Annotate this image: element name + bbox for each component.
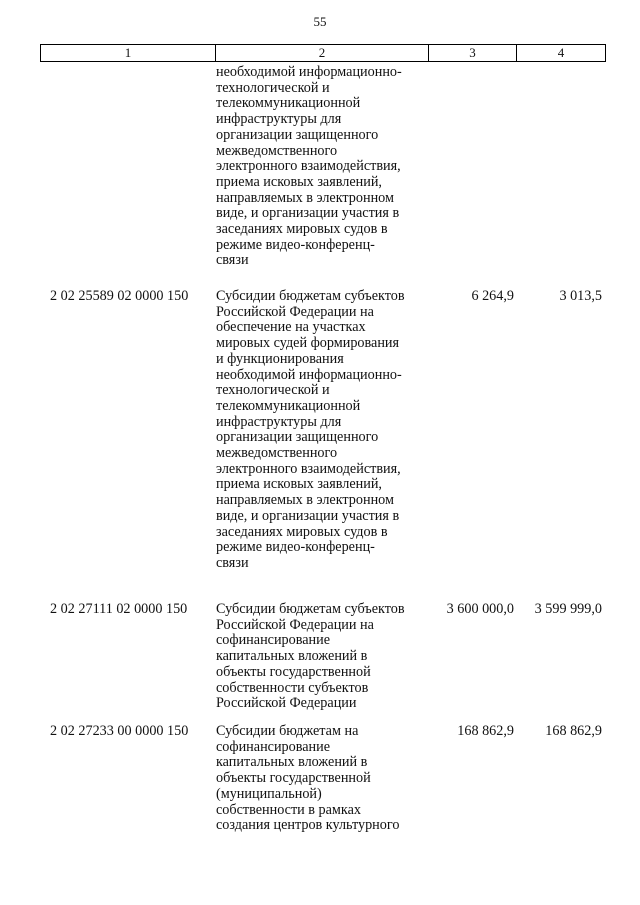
text-line: приема исковых заявлений, — [216, 173, 382, 190]
text-line: режиме видео-конференц- — [216, 539, 375, 556]
text-line: организации защищенного — [216, 429, 379, 446]
row-description — [216, 724, 431, 834]
text-line: необходимой информационно- — [216, 366, 402, 383]
text-line: электронного взаимодействия, — [216, 460, 401, 477]
value-col-4: 168 862,9 — [545, 723, 602, 739]
text-line: капитальных вложений в — [216, 754, 368, 771]
value-col-4: 3 599 999,0 — [534, 601, 602, 617]
text-line: Российской Федерации — [216, 695, 357, 712]
text-line: собственности субъектов — [216, 679, 369, 696]
text-line: обеспечение на участках — [216, 319, 366, 336]
text-line: и функционирования — [216, 350, 344, 367]
text-line: межведомственного — [216, 445, 338, 462]
budget-code: 2 02 25589 02 0000 150 — [50, 288, 189, 304]
text-line: необходимой информационно- — [216, 64, 402, 80]
value-col-4: 3 013,5 — [559, 288, 602, 304]
text-line: Субсидии бюджетам субъектов — [216, 601, 405, 617]
text-line: телекоммуникационной — [216, 95, 361, 112]
text-line: приема исковых заявлений, — [216, 476, 382, 493]
text-line: заседаниях мировых судов в — [216, 221, 388, 238]
budget-code: 2 02 27233 00 0000 150 — [50, 723, 189, 739]
text-line: создания центров культурного — [216, 817, 400, 834]
text-line: направляемых в электронном — [216, 189, 394, 206]
text-line: Российской Федерации на — [216, 303, 374, 320]
text-line: Субсидии бюджетам на — [216, 723, 359, 739]
value-col-3: 3 600 000,0 — [446, 601, 514, 617]
text-line: собственности в рамках — [216, 801, 361, 818]
row-description — [216, 289, 431, 572]
text-line: телекоммуникационной — [216, 397, 361, 414]
text-line: связи — [216, 252, 249, 269]
text-line: режиме видео-конференц- — [216, 236, 375, 253]
continued-description — [216, 65, 431, 269]
header-col-1: 1 — [41, 45, 216, 61]
row-description — [216, 602, 431, 712]
text-line: организации защищенного — [216, 126, 379, 143]
text-line: технологической и — [216, 79, 330, 96]
text-line: мировых судей формирования — [216, 335, 400, 352]
text-line: виде, и организации участия в — [216, 507, 400, 524]
text-line: заседаниях мировых судов в — [216, 523, 388, 540]
text-line: Субсидии бюджетам субъектов — [216, 288, 405, 304]
header-col-2: 2 — [216, 45, 429, 61]
header-col-4: 4 — [557, 45, 565, 60]
text-line: направляемых в электронном — [216, 492, 394, 509]
text-line: связи — [216, 554, 249, 571]
text-line: виде, и организации участия в — [216, 205, 400, 222]
table-header — [40, 44, 606, 62]
value-col-3: 168 862,9 — [457, 723, 514, 739]
text-line: инфраструктуры для — [216, 111, 342, 128]
text-line: софинансирование — [216, 632, 331, 649]
page-number: 55 — [313, 14, 327, 29]
text-line: софинансирование — [216, 738, 331, 755]
header-col-3: 3 — [429, 45, 517, 61]
text-line: объекты государственной — [216, 770, 371, 787]
text-line: электронного взаимодействия, — [216, 158, 401, 175]
text-line: объекты государственной — [216, 663, 371, 680]
text-line: капитальных вложений в — [216, 648, 368, 665]
budget-code: 2 02 27111 02 0000 150 — [50, 601, 188, 617]
text-line: инфраструктуры для — [216, 413, 342, 430]
text-line: технологической и — [216, 382, 330, 399]
text-line: Российской Федерации на — [216, 616, 374, 633]
text-line: (муниципальной) — [216, 785, 322, 802]
text-line: межведомственного — [216, 142, 338, 159]
value-col-3: 6 264,9 — [471, 288, 514, 304]
